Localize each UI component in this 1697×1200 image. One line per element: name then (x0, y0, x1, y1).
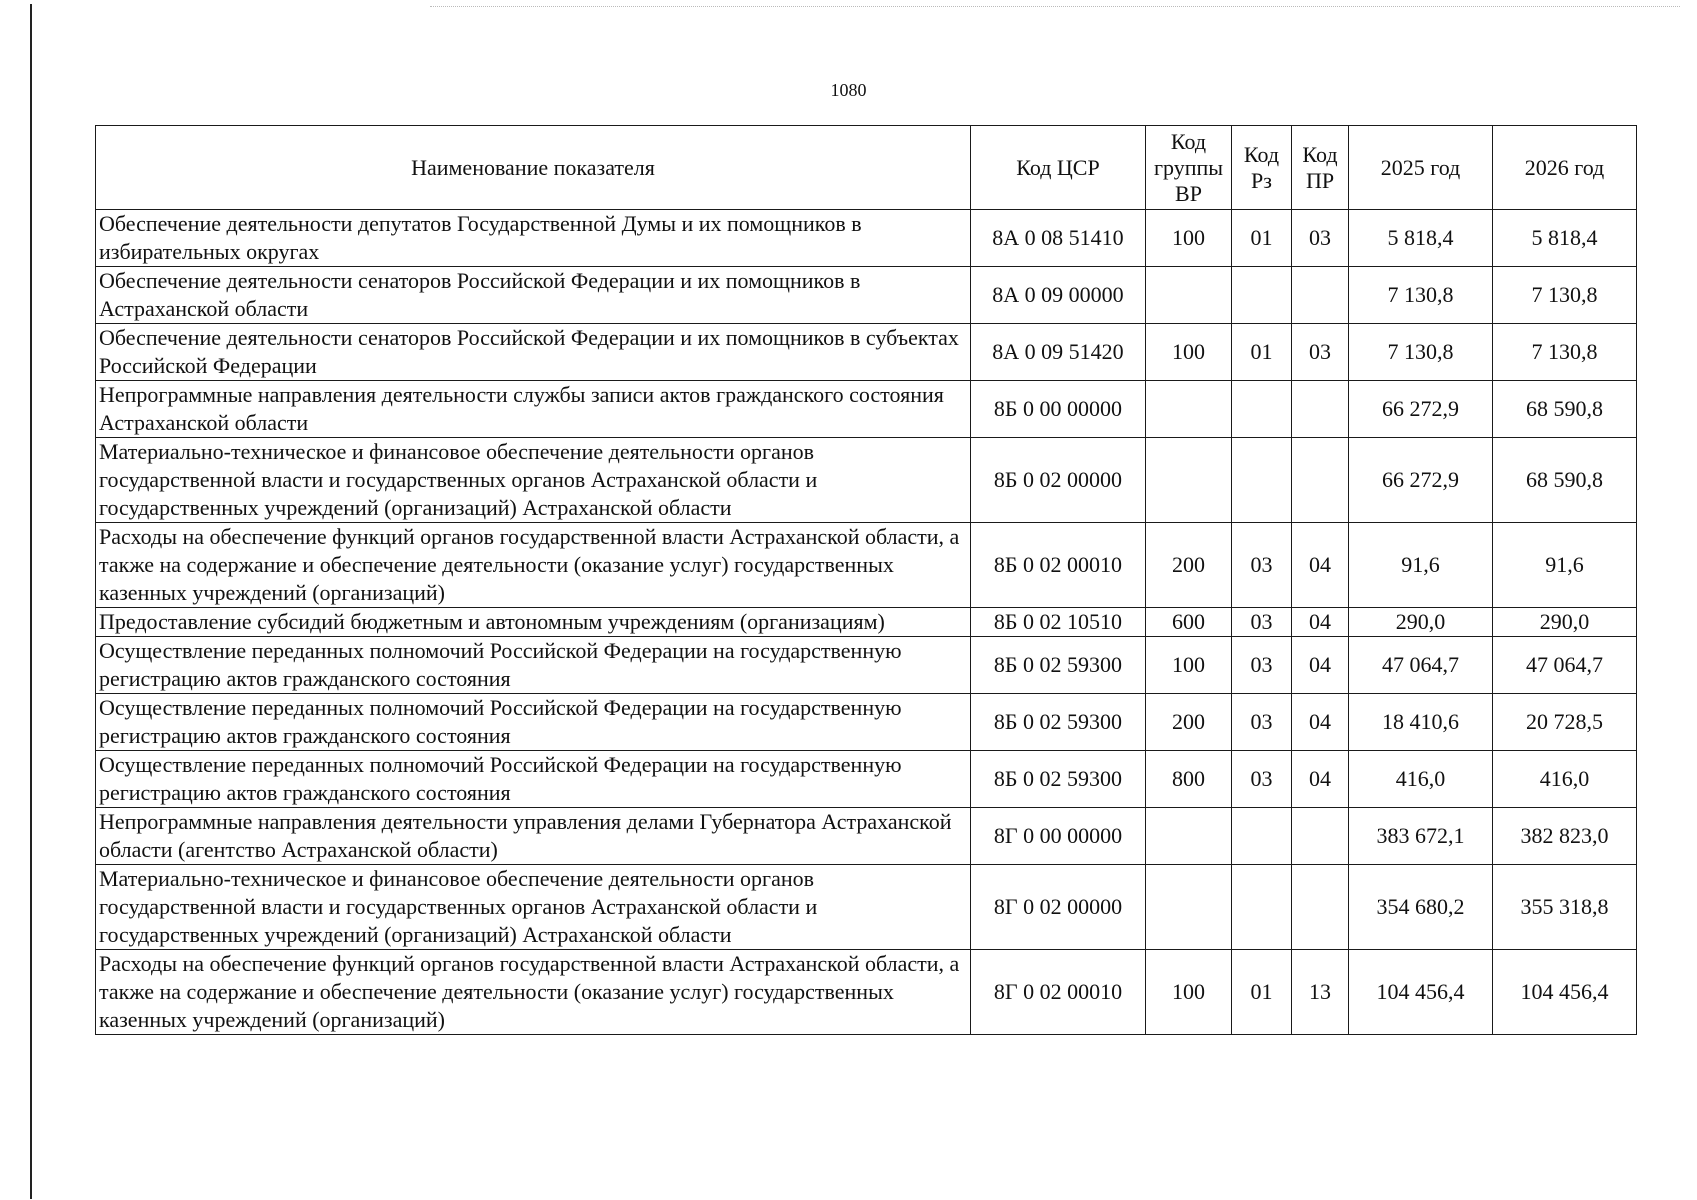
cell-vr-code (1146, 808, 1232, 865)
cell-pr-code: 03 (1292, 210, 1349, 267)
cell-name: Обеспечение деятельности сенаторов Российской Федерации и их помощников в Астраханской области (96, 267, 971, 324)
cell-pr-code: 04 (1292, 523, 1349, 608)
table-row (96, 523, 1637, 608)
cell-vr-code: 100 (1146, 950, 1232, 1035)
cell-year-2026: 382 823,0 (1493, 808, 1637, 865)
header-pr-code: Код ПР (1292, 126, 1349, 210)
cell-csr-code: 8Б 0 02 00010 (971, 523, 1146, 608)
cell-year-2026: 290,0 (1493, 608, 1637, 637)
cell-year-2026: 91,6 (1493, 523, 1637, 608)
cell-rz-code: 03 (1232, 637, 1292, 694)
page-number: 1080 (830, 80, 867, 100)
cell-rz-code: 01 (1232, 210, 1292, 267)
binding-edge-line (30, 4, 32, 1199)
cell-vr-code: 200 (1146, 523, 1232, 608)
cell-vr-code: 600 (1146, 608, 1232, 637)
table-row (96, 608, 1637, 637)
cell-csr-code: 8А 0 09 51420 (971, 324, 1146, 381)
cell-name: Материально-техническое и финансовое обеспечение деятельности органов государственной власти и государственных органов Астраханской области и государственных учреждений (организаций) Астраханской области (96, 865, 971, 950)
cell-year-2025: 18 410,6 (1349, 694, 1493, 751)
cell-name: Расходы на обеспечение функций органов государственной власти Астраханской области, а также на содержание и обеспечение деятельности (оказание услуг) государственных казенных учреждений (организаций) (96, 950, 971, 1035)
cell-year-2026: 104 456,4 (1493, 950, 1637, 1035)
cell-pr-code (1292, 438, 1349, 523)
cell-year-2025: 354 680,2 (1349, 865, 1493, 950)
cell-year-2025: 416,0 (1349, 751, 1493, 808)
cell-year-2026: 416,0 (1493, 751, 1637, 808)
cell-year-2025: 7 130,8 (1349, 324, 1493, 381)
table-row (96, 381, 1637, 438)
cell-year-2026: 5 818,4 (1493, 210, 1637, 267)
cell-csr-code: 8Б 0 02 59300 (971, 694, 1146, 751)
cell-name: Расходы на обеспечение функций органов государственной власти Астраханской области, а также на содержание и обеспечение деятельности (оказание услуг) государственных казенных учреждений (организаций) (96, 523, 971, 608)
table-row (96, 438, 1637, 523)
header-csr-code: Код ЦСР (971, 126, 1146, 210)
cell-year-2025: 66 272,9 (1349, 381, 1493, 438)
cell-name: Обеспечение деятельности сенаторов Российской Федерации и их помощников в субъектах Российской Федерации (96, 324, 971, 381)
table-row (96, 324, 1637, 381)
header-year-2025: 2025 год (1349, 126, 1493, 210)
table-row (96, 751, 1637, 808)
header-year-2026: 2026 год (1493, 126, 1637, 210)
cell-pr-code (1292, 808, 1349, 865)
budget-table (95, 125, 1637, 1035)
table-row (96, 267, 1637, 324)
cell-rz-code (1232, 438, 1292, 523)
cell-year-2025: 91,6 (1349, 523, 1493, 608)
header-rz-code: Код Рз (1232, 126, 1292, 210)
cell-rz-code: 01 (1232, 950, 1292, 1035)
cell-name: Обеспечение деятельности депутатов Государственной Думы и их помощников в избирательных округах (96, 210, 971, 267)
cell-vr-code: 200 (1146, 694, 1232, 751)
cell-year-2026: 47 064,7 (1493, 637, 1637, 694)
cell-pr-code: 04 (1292, 637, 1349, 694)
cell-name: Непрограммные направления деятельности службы записи актов гражданского состояния Астраханской области (96, 381, 971, 438)
cell-csr-code: 8Б 0 02 59300 (971, 751, 1146, 808)
table-header (96, 126, 1637, 210)
cell-pr-code (1292, 381, 1349, 438)
cell-year-2025: 7 130,8 (1349, 267, 1493, 324)
cell-vr-code: 100 (1146, 637, 1232, 694)
cell-year-2026: 68 590,8 (1493, 438, 1637, 523)
cell-csr-code: 8Г 0 02 00010 (971, 950, 1146, 1035)
header-name: Наименование показателя (96, 126, 971, 210)
cell-year-2026: 355 318,8 (1493, 865, 1637, 950)
cell-csr-code: 8Б 0 02 00000 (971, 438, 1146, 523)
cell-pr-code: 04 (1292, 608, 1349, 637)
cell-year-2026: 7 130,8 (1493, 267, 1637, 324)
cell-rz-code (1232, 808, 1292, 865)
cell-csr-code: 8А 0 09 00000 (971, 267, 1146, 324)
table-row (96, 808, 1637, 865)
table-row (96, 865, 1637, 950)
header-vr-code: Код группы ВР (1146, 126, 1232, 210)
cell-rz-code (1232, 381, 1292, 438)
cell-rz-code: 03 (1232, 694, 1292, 751)
cell-csr-code: 8Б 0 00 00000 (971, 381, 1146, 438)
header-row (96, 126, 1637, 210)
cell-rz-code: 03 (1232, 608, 1292, 637)
cell-csr-code: 8Б 0 02 10510 (971, 608, 1146, 637)
cell-vr-code: 100 (1146, 210, 1232, 267)
cell-year-2025: 5 818,4 (1349, 210, 1493, 267)
cell-csr-code: 8Г 0 02 00000 (971, 865, 1146, 950)
cell-vr-code (1146, 438, 1232, 523)
table-body (96, 210, 1637, 1035)
cell-pr-code: 04 (1292, 694, 1349, 751)
cell-vr-code: 800 (1146, 751, 1232, 808)
cell-year-2025: 290,0 (1349, 608, 1493, 637)
cell-vr-code (1146, 865, 1232, 950)
cell-csr-code: 8Б 0 02 59300 (971, 637, 1146, 694)
cell-vr-code (1146, 267, 1232, 324)
cell-csr-code: 8Г 0 00 00000 (971, 808, 1146, 865)
table-row (96, 637, 1637, 694)
cell-pr-code: 13 (1292, 950, 1349, 1035)
cell-year-2025: 104 456,4 (1349, 950, 1493, 1035)
cell-name: Предоставление субсидий бюджетным и автономным учреждениям (организациям) (96, 608, 971, 637)
cell-pr-code (1292, 865, 1349, 950)
cell-vr-code (1146, 381, 1232, 438)
table-row (96, 950, 1637, 1035)
cell-year-2025: 66 272,9 (1349, 438, 1493, 523)
cell-rz-code: 03 (1232, 523, 1292, 608)
cell-rz-code: 01 (1232, 324, 1292, 381)
cell-rz-code (1232, 865, 1292, 950)
cell-year-2025: 383 672,1 (1349, 808, 1493, 865)
cell-year-2025: 47 064,7 (1349, 637, 1493, 694)
cell-rz-code: 03 (1232, 751, 1292, 808)
cell-year-2026: 7 130,8 (1493, 324, 1637, 381)
cell-name: Материально-техническое и финансовое обеспечение деятельности органов государственной власти и государственных органов Астраханской области и государственных учреждений (организаций) Астраханской области (96, 438, 971, 523)
cell-vr-code: 100 (1146, 324, 1232, 381)
cell-year-2026: 20 728,5 (1493, 694, 1637, 751)
cell-pr-code (1292, 267, 1349, 324)
cell-csr-code: 8А 0 08 51410 (971, 210, 1146, 267)
cell-name: Непрограммные направления деятельности управления делами Губернатора Астраханской области (агентство Астраханской области) (96, 808, 971, 865)
cell-rz-code (1232, 267, 1292, 324)
cell-pr-code: 03 (1292, 324, 1349, 381)
scan-artifact-dots (430, 6, 1680, 7)
cell-name: Осуществление переданных полномочий Российской Федерации на государственную регистрацию актов гражданского состояния (96, 694, 971, 751)
cell-name: Осуществление переданных полномочий Российской Федерации на государственную регистрацию актов гражданского состояния (96, 637, 971, 694)
table-row (96, 694, 1637, 751)
cell-year-2026: 68 590,8 (1493, 381, 1637, 438)
cell-name: Осуществление переданных полномочий Российской Федерации на государственную регистрацию актов гражданского состояния (96, 751, 971, 808)
table-row (96, 210, 1637, 267)
cell-pr-code: 04 (1292, 751, 1349, 808)
